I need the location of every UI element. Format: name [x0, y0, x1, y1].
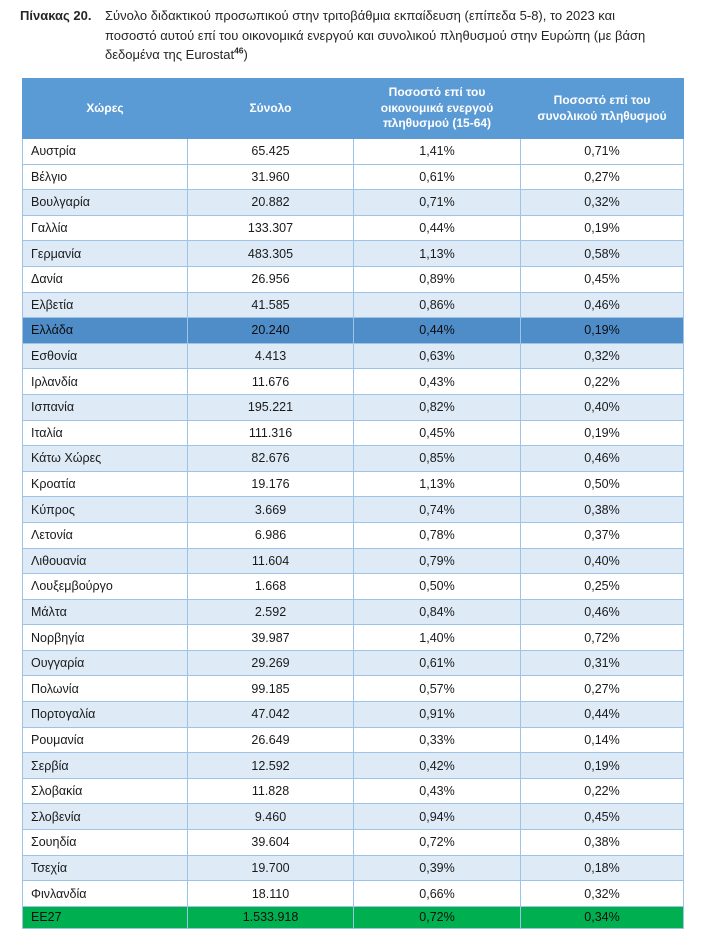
- cell-country: Δανία: [23, 266, 188, 292]
- table-row: [23, 139, 684, 165]
- table-row: [23, 164, 684, 190]
- cell-pct-active: 0,89%: [354, 266, 521, 292]
- cell-pct-active: 0,84%: [354, 599, 521, 625]
- cell-pct-active: 1,41%: [354, 139, 521, 165]
- cell-country: Κροατία: [23, 471, 188, 497]
- table-row: [23, 650, 684, 676]
- cell-pct-total: 0,50%: [521, 471, 684, 497]
- cell-country: Φινλανδία: [23, 881, 188, 907]
- cell-total: 11.828: [188, 778, 354, 804]
- cell-pct-active: 0,74%: [354, 497, 521, 523]
- cell-country: Λουξεμβούργο: [23, 574, 188, 600]
- table-row: [23, 574, 684, 600]
- cell-country: Βέλγιο: [23, 164, 188, 190]
- table-row: [23, 266, 684, 292]
- cell-country: Νορβηγία: [23, 625, 188, 651]
- table-title: [105, 6, 663, 65]
- table-caption: [20, 6, 670, 65]
- cell-total: 41.585: [188, 292, 354, 318]
- cell-pct-total: 0,32%: [521, 343, 684, 369]
- table-row: [23, 471, 684, 497]
- column-header-1: Σύνολο: [188, 79, 354, 139]
- table-row: [23, 881, 684, 907]
- cell-country: Ιταλία: [23, 420, 188, 446]
- table-row: [23, 215, 684, 241]
- table-row: [23, 369, 684, 395]
- cell-pct-active: 0,82%: [354, 394, 521, 420]
- cell-total: 3.669: [188, 497, 354, 523]
- table-row: [23, 241, 684, 267]
- cell-total: 11.604: [188, 548, 354, 574]
- cell-pct-total: 0,31%: [521, 650, 684, 676]
- cell-total: 9.460: [188, 804, 354, 830]
- cell-total: 39.604: [188, 830, 354, 856]
- cell-pct-active: 0,85%: [354, 446, 521, 472]
- table-row: [23, 190, 684, 216]
- table-row: [23, 778, 684, 804]
- cell-pct-active: 0,39%: [354, 855, 521, 881]
- cell-total: 47.042: [188, 702, 354, 728]
- table-row: [23, 292, 684, 318]
- table-row: [23, 446, 684, 472]
- cell-total: 82.676: [188, 446, 354, 472]
- cell-pct-total: 0,27%: [521, 164, 684, 190]
- cell-pct-total: 0,37%: [521, 522, 684, 548]
- cell-pct-active: 0,44%: [354, 215, 521, 241]
- table-row: [23, 548, 684, 574]
- cell-country: Κύπρος: [23, 497, 188, 523]
- cell-country: Σλοβακία: [23, 778, 188, 804]
- cell-country: Σουηδία: [23, 830, 188, 856]
- cell-pct-total: 0,32%: [521, 881, 684, 907]
- table-row: [23, 676, 684, 702]
- cell-pct-total: 0,34%: [521, 906, 684, 928]
- cell-total: 111.316: [188, 420, 354, 446]
- cell-pct-total: 0,72%: [521, 625, 684, 651]
- header-row: [23, 79, 684, 139]
- cell-pct-total: 0,19%: [521, 318, 684, 344]
- cell-total: 195.221: [188, 394, 354, 420]
- table-row: [23, 343, 684, 369]
- cell-pct-active: 0,78%: [354, 522, 521, 548]
- cell-total: 18.110: [188, 881, 354, 907]
- cell-country: ΕΕ27: [23, 906, 188, 928]
- table-title-text: Σύνολο διδακτικού προσωπικού στην τριτοβάθμια εκπαίδευση (επίπεδα 5-8), το 2023 και ποσοστό αυτού επί του οικονομικά ενεργού και συνολικού πληθυσμού στην Ευρώπη (με βάση δεδομένα της Eurostat: [105, 8, 646, 62]
- cell-country: Βουλγαρία: [23, 190, 188, 216]
- cell-total: 29.269: [188, 650, 354, 676]
- cell-pct-active: 0,79%: [354, 548, 521, 574]
- cell-total: 65.425: [188, 139, 354, 165]
- cell-pct-total: 0,46%: [521, 446, 684, 472]
- cell-pct-active: 0,50%: [354, 574, 521, 600]
- cell-pct-active: 0,42%: [354, 753, 521, 779]
- cell-country: Κάτω Χώρες: [23, 446, 188, 472]
- cell-pct-total: 0,38%: [521, 497, 684, 523]
- cell-country: Αυστρία: [23, 139, 188, 165]
- cell-total: 1.533.918: [188, 906, 354, 928]
- cell-country: Ρουμανία: [23, 727, 188, 753]
- cell-country: Εσθονία: [23, 343, 188, 369]
- cell-pct-total: 0,19%: [521, 420, 684, 446]
- total-row: [23, 906, 684, 928]
- table-title-suffix: ): [243, 47, 248, 62]
- cell-pct-total: 0,22%: [521, 778, 684, 804]
- cell-country: Σλοβενία: [23, 804, 188, 830]
- table-row: [23, 727, 684, 753]
- cell-pct-active: 0,71%: [354, 190, 521, 216]
- cell-country: Γερμανία: [23, 241, 188, 267]
- cell-total: 20.240: [188, 318, 354, 344]
- cell-pct-total: 0,25%: [521, 574, 684, 600]
- cell-pct-active: 0,43%: [354, 369, 521, 395]
- cell-country: Ελλάδα: [23, 318, 188, 344]
- cell-pct-total: 0,46%: [521, 599, 684, 625]
- footnote-reference: 46: [234, 45, 244, 56]
- cell-total: 19.700: [188, 855, 354, 881]
- cell-country: Γαλλία: [23, 215, 188, 241]
- cell-pct-total: 0,32%: [521, 190, 684, 216]
- cell-total: 26.956: [188, 266, 354, 292]
- table-row: [23, 522, 684, 548]
- cell-pct-active: 0,94%: [354, 804, 521, 830]
- cell-total: 4.413: [188, 343, 354, 369]
- table-row: [23, 599, 684, 625]
- cell-pct-active: 0,43%: [354, 778, 521, 804]
- highlighted-row: [23, 318, 684, 344]
- column-header-3: Ποσοστό επί του συνολικού πληθυσμού: [521, 79, 684, 139]
- cell-pct-total: 0,71%: [521, 139, 684, 165]
- cell-pct-total: 0,46%: [521, 292, 684, 318]
- table-row: [23, 753, 684, 779]
- table-number-label: Πίνακας 20.: [20, 8, 92, 23]
- table-row: [23, 625, 684, 651]
- cell-pct-active: 1,13%: [354, 241, 521, 267]
- cell-pct-total: 0,45%: [521, 804, 684, 830]
- cell-pct-active: 0,61%: [354, 650, 521, 676]
- cell-country: Σερβία: [23, 753, 188, 779]
- cell-pct-total: 0,38%: [521, 830, 684, 856]
- cell-pct-total: 0,40%: [521, 394, 684, 420]
- cell-pct-active: 0,72%: [354, 906, 521, 928]
- cell-total: 99.185: [188, 676, 354, 702]
- cell-country: Λετονία: [23, 522, 188, 548]
- table-row: [23, 830, 684, 856]
- cell-total: 39.987: [188, 625, 354, 651]
- table-row: [23, 855, 684, 881]
- table-row: [23, 420, 684, 446]
- cell-total: 6.986: [188, 522, 354, 548]
- cell-pct-total: 0,14%: [521, 727, 684, 753]
- cell-pct-active: 0,91%: [354, 702, 521, 728]
- cell-pct-total: 0,19%: [521, 215, 684, 241]
- cell-pct-active: 0,57%: [354, 676, 521, 702]
- cell-country: Ισπανία: [23, 394, 188, 420]
- cell-total: 12.592: [188, 753, 354, 779]
- cell-pct-total: 0,58%: [521, 241, 684, 267]
- cell-total: 20.882: [188, 190, 354, 216]
- cell-country: Λιθουανία: [23, 548, 188, 574]
- table-row: [23, 804, 684, 830]
- cell-pct-total: 0,22%: [521, 369, 684, 395]
- staff-statistics-table: [22, 78, 684, 929]
- cell-pct-total: 0,45%: [521, 266, 684, 292]
- cell-pct-total: 0,40%: [521, 548, 684, 574]
- cell-country: Ελβετία: [23, 292, 188, 318]
- cell-total: 2.592: [188, 599, 354, 625]
- cell-country: Πολωνία: [23, 676, 188, 702]
- table-row: [23, 702, 684, 728]
- cell-country: Πορτογαλία: [23, 702, 188, 728]
- cell-pct-total: 0,27%: [521, 676, 684, 702]
- table-row: [23, 497, 684, 523]
- cell-total: 133.307: [188, 215, 354, 241]
- cell-country: Μάλτα: [23, 599, 188, 625]
- cell-country: Τσεχία: [23, 855, 188, 881]
- cell-pct-active: 0,66%: [354, 881, 521, 907]
- cell-pct-active: 0,44%: [354, 318, 521, 344]
- cell-total: 31.960: [188, 164, 354, 190]
- cell-total: 1.668: [188, 574, 354, 600]
- cell-pct-active: 0,86%: [354, 292, 521, 318]
- cell-pct-active: 0,33%: [354, 727, 521, 753]
- cell-pct-total: 0,19%: [521, 753, 684, 779]
- cell-pct-active: 1,13%: [354, 471, 521, 497]
- cell-pct-total: 0,44%: [521, 702, 684, 728]
- cell-pct-total: 0,18%: [521, 855, 684, 881]
- cell-total: 19.176: [188, 471, 354, 497]
- cell-pct-active: 0,45%: [354, 420, 521, 446]
- cell-pct-active: 1,40%: [354, 625, 521, 651]
- table-row: [23, 394, 684, 420]
- cell-total: 26.649: [188, 727, 354, 753]
- cell-total: 11.676: [188, 369, 354, 395]
- column-header-2: Ποσοστό επί του οικονομικά ενεργού πληθυσμού (15-64): [354, 79, 521, 139]
- cell-pct-active: 0,72%: [354, 830, 521, 856]
- cell-country: Ιρλανδία: [23, 369, 188, 395]
- column-header-0: Χώρες: [23, 79, 188, 139]
- cell-pct-active: 0,63%: [354, 343, 521, 369]
- cell-pct-active: 0,61%: [354, 164, 521, 190]
- cell-total: 483.305: [188, 241, 354, 267]
- cell-country: Ουγγαρία: [23, 650, 188, 676]
